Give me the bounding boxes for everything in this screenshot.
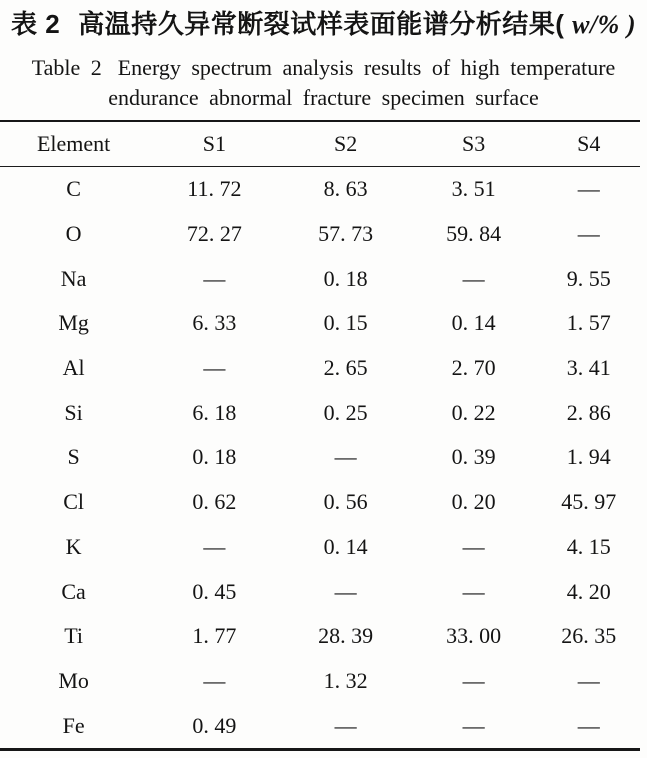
value-cell: 0. 20 — [451, 489, 496, 515]
element-cell: S — [67, 444, 80, 470]
value-cell: 1. 32 — [323, 667, 368, 693]
value-cell: 0. 56 — [323, 489, 368, 515]
table-number-en: Table 2 — [31, 55, 102, 80]
value-cell: 0. 22 — [451, 399, 496, 425]
table-row — [0, 212, 640, 257]
table-row — [0, 390, 640, 435]
value-cell: 11. 72 — [187, 176, 242, 202]
table-row — [0, 569, 640, 614]
value-cell: 3. 41 — [566, 355, 611, 381]
element-cell: Mg — [58, 310, 89, 336]
value-cell: — — [203, 355, 226, 381]
value-cell: — — [334, 712, 357, 738]
table-title-en: Energy spectrum analysis results of high temperature — [117, 55, 616, 80]
table-row — [0, 167, 640, 212]
value-cell: — — [577, 221, 600, 247]
value-cell: 2. 70 — [451, 355, 496, 381]
element-cell: Ca — [61, 578, 86, 604]
table-header — [0, 121, 640, 167]
value-cell: 2. 65 — [323, 355, 368, 381]
value-cell: 0. 14 — [451, 310, 496, 336]
value-cell: — — [462, 578, 485, 604]
value-cell: 72. 27 — [186, 221, 242, 247]
element-cell: Si — [64, 399, 83, 425]
value-cell: 33. 00 — [446, 623, 502, 649]
table-row — [0, 703, 640, 749]
value-cell: — — [334, 444, 357, 470]
header-row — [0, 121, 640, 167]
table-body — [0, 167, 640, 750]
element-cell: Ti — [64, 623, 83, 649]
table-row — [0, 301, 640, 346]
unit-percent: /% ) — [589, 10, 636, 39]
table-number-zh: 表 2 — [11, 9, 61, 39]
table-row — [0, 525, 640, 570]
value-cell: — — [203, 265, 226, 291]
table-caption-zh — [0, 0, 647, 42]
element-cell: K — [65, 533, 82, 559]
value-cell: 0. 15 — [323, 310, 368, 336]
energy-spectrum-table — [0, 120, 640, 751]
value-cell: 3. 51 — [451, 176, 496, 202]
value-cell: 45. 97 — [561, 489, 617, 515]
value-cell: 0. 45 — [192, 578, 237, 604]
value-cell: 0. 18 — [323, 265, 368, 291]
column-header-s4: S4 — [538, 121, 640, 167]
element-cell: Fe — [62, 712, 85, 738]
unit-open-paren: ( — [555, 9, 573, 39]
value-cell: 1. 57 — [566, 310, 611, 336]
value-cell: 6. 18 — [192, 399, 237, 425]
value-cell: — — [577, 667, 600, 693]
value-cell: 0. 39 — [451, 444, 496, 470]
value-cell: — — [462, 265, 485, 291]
value-cell: 0. 49 — [192, 712, 237, 738]
table-row — [0, 346, 640, 391]
table-caption-en-line1 — [0, 53, 647, 83]
value-cell: — — [577, 712, 600, 738]
value-cell: 1. 77 — [192, 623, 237, 649]
element-cell: C — [66, 176, 81, 202]
element-cell: Mo — [58, 667, 89, 693]
table-row — [0, 435, 640, 480]
value-cell: — — [203, 667, 226, 693]
value-cell: 0. 14 — [323, 533, 368, 559]
column-header-s3: S3 — [410, 121, 538, 167]
element-cell: O — [65, 221, 82, 247]
column-header-element: Element — [0, 121, 147, 167]
table-caption-en-line2: endurance abnormal fracture specimen surface — [108, 85, 539, 110]
value-cell: 6. 33 — [192, 310, 237, 336]
value-cell: 28. 39 — [318, 623, 374, 649]
value-cell: 4. 20 — [566, 578, 611, 604]
element-cell: Al — [62, 355, 85, 381]
table-row — [0, 614, 640, 659]
table-title-zh: 高温持久异常断裂试样表面能谱分析结果 — [78, 9, 556, 39]
column-header-s2: S2 — [282, 121, 410, 167]
value-cell: — — [203, 533, 226, 559]
column-header-s1: S1 — [147, 121, 281, 167]
value-cell: 8. 63 — [323, 176, 368, 202]
table-row — [0, 256, 640, 301]
element-cell: Na — [60, 265, 87, 291]
table-row — [0, 659, 640, 704]
value-cell: 1. 94 — [566, 444, 611, 470]
value-cell: — — [462, 533, 485, 559]
value-cell: 0. 62 — [192, 489, 237, 515]
table-row — [0, 480, 640, 525]
value-cell: 0. 25 — [323, 399, 368, 425]
value-cell: 57. 73 — [318, 221, 374, 247]
value-cell: — — [577, 176, 600, 202]
value-cell: — — [462, 712, 485, 738]
value-cell: — — [334, 578, 357, 604]
unit-symbol-w: w — [572, 10, 590, 39]
value-cell: 26. 35 — [561, 623, 617, 649]
value-cell: 4. 15 — [566, 533, 611, 559]
value-cell: — — [462, 667, 485, 693]
value-cell: 0. 18 — [192, 444, 237, 470]
value-cell: 9. 55 — [566, 265, 611, 291]
value-cell: 59. 84 — [446, 221, 502, 247]
element-cell: Cl — [63, 489, 84, 515]
value-cell: 2. 86 — [566, 399, 611, 425]
